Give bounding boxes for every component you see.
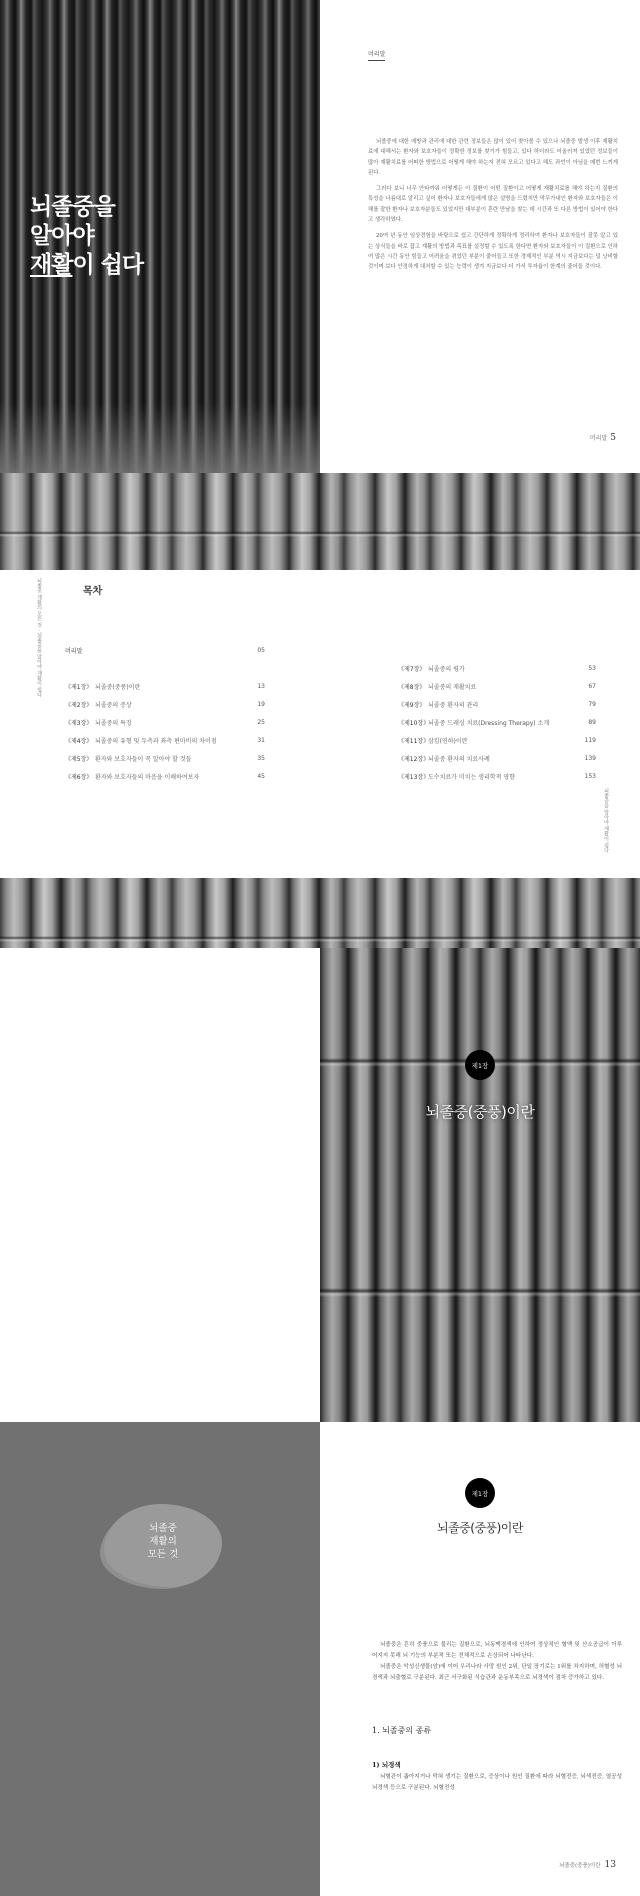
chapter-page [320, 1422, 640, 1896]
toc-row-page: 35 [257, 754, 265, 762]
toc-row-chapter: 《제12장》 [398, 755, 430, 763]
chapter-badge: 제1장 [465, 1050, 495, 1080]
toc-row[interactable] [398, 680, 596, 692]
toc-spine-left: 뇌졸중 재활의 모든 것 · 뇌졸중을 알아야 재활이 쉽다 [36, 578, 42, 698]
toc-row-page: 67 [588, 682, 596, 690]
toc-row-page: 139 [584, 754, 596, 762]
subsection-paragraph: 뇌혈관이 좁아지거나 막혀 생기는 질환으로, 증상이나 원인 질환에 따라 뇌혈전증, 뇌색전증, 열공성 뇌경색 등으로 구분된다. 뇌혈전성 [372, 1774, 622, 1791]
toc-row[interactable] [398, 716, 596, 728]
toc-row-page: 13 [257, 682, 265, 690]
cover-title-line3 [30, 251, 143, 280]
toc-row-chapter: 《제13장》 [398, 773, 430, 781]
chapter-paragraph: 뇌졸중은 흔히 중풍으로 불리는 질환으로, 뇌동맥경색에 인하여 정상적인 혈액 및 산소공급이 이루어지지 못해 뇌 기능의 부분적 또는 전체적으로 손상되어 나타난다. [372, 1642, 622, 1659]
toc-row-name: 뇌졸중의 특징 [95, 719, 132, 727]
toc-row-page: 79 [588, 700, 596, 708]
toc-row-page: 53 [588, 664, 596, 672]
toc-row[interactable] [398, 698, 596, 710]
toc-row-name: 뇌졸중의 평가 [428, 665, 465, 673]
toc-row-chapter: 《제10장》 [398, 719, 430, 727]
blob-line2: 재활의 [149, 1536, 177, 1547]
blob-line1: 뇌졸중 [149, 1523, 177, 1534]
brush-blob-text [104, 1522, 222, 1561]
toc-row-name: 환자와 보호자들의 마음을 이해하여보자 [95, 773, 200, 781]
toc-row[interactable] [65, 770, 265, 782]
chapter-opener-title: 뇌졸중(중풍)이란 [425, 1103, 535, 1121]
toc-spread [0, 570, 640, 878]
chapter-folio-label: 뇌졸중(중풍)이란 [559, 1863, 601, 1869]
toc-row-page: 89 [588, 718, 596, 726]
toc-row-page: 119 [584, 736, 596, 744]
toc-row-name: 뇌졸중의 증상 [95, 701, 132, 709]
toc-row-name: 뇌졸중 환자의 관리 [428, 701, 479, 709]
toc-row[interactable] [65, 680, 265, 692]
toc-row-chapter: 《제3장》 [65, 719, 93, 727]
toc-row-page: 31 [257, 736, 265, 744]
toc-row-page: 153 [584, 772, 596, 780]
toc-row-chapter: 《제9장》 [398, 701, 426, 709]
preface-body [368, 137, 618, 279]
toc-row-name: 뇌졸중 환자의 치료사례 [428, 755, 490, 763]
cover-title-line2: 알아야 [30, 223, 94, 249]
preface-tag: 머리말 [368, 49, 385, 61]
toc-row-name: 머리말 [65, 647, 83, 655]
cover-title-line3-rest: 이 쉽다 [72, 252, 144, 278]
section-heading: 1. 뇌졸중의 종류 [372, 1726, 432, 1735]
blob-line3: 모든 것 [147, 1549, 179, 1560]
preface-paragraph: 20여 년 동안 임상경험을 바탕으로 쉽고 간단하게 정확하게 정리하여 환자나 보호자들이 잘못 알고 있는 상식들을 바로 잡고 재활의 방법과 목표를 설정할 수 있도록 한다면 환자와 보호자들이 이 질환으로 인하여 많은 시간 동안 힘들고 어려움을 겪었던 부분이 줄어들고 또한 경제적인 부분 역시 지금보다는 덜 낭비할 것이며 보다 안정하게 대처할 수 있는 능력이 생겨 지금보다 더 가서 투자율이 한계의 줄어들 것이다. [368, 233, 618, 271]
toc-row[interactable] [398, 770, 596, 782]
chapter-opener-page [320, 948, 640, 1422]
subsection-heading: 1) 뇌경색 [372, 1761, 401, 1769]
preface-paragraph: 뇌졸중에 대한 예방과 관리에 대한 관련 정보들은 많이 있어 찾아볼 수 있으나 뇌졸중 발생 이후 재활치료에 대해서는 환자와 보호자들이 정확한 정보를 찾기가 힘들고, 있다 하더라도 어울러져 있었던 정보들이 많아 재활치료를 어떠한 방법으로 어떻게 해야 하는지 전혀 모르고 있다고 해도 과언이 아님을 매번 느끼게 된다. [368, 139, 618, 176]
toc-row-chapter: 《제4장》 [65, 737, 93, 745]
toc-row-page: 45 [257, 772, 265, 780]
chapter-title: 뇌졸중(중풍)이란 [436, 1521, 523, 1535]
toc-row-chapter: 《제8장》 [398, 683, 426, 691]
toc-row-page: 19 [257, 700, 265, 708]
toc-row-name: 뇌졸중 드레싱 치료(Dressing Therapy) 소개 [428, 719, 550, 727]
chapter-folio [559, 1860, 616, 1870]
cover-title [30, 193, 143, 280]
toc-row-preface[interactable] [65, 644, 265, 656]
toc-row-page: 05 [257, 646, 265, 654]
toc-title: 목차 [83, 586, 103, 597]
toc-row-name: 삼킴(연하)이란 [428, 737, 468, 745]
toc-row-name: 뇌졸중의 재활치료 [428, 683, 477, 691]
toc-row-chapter: 《제6장》 [65, 773, 93, 781]
toc-row[interactable] [65, 752, 265, 764]
toc-row-chapter: 《제11장》 [398, 737, 430, 745]
toc-row[interactable] [398, 734, 596, 746]
toc-row-chapter: 《제2장》 [65, 701, 93, 709]
grey-divider-page [0, 1422, 320, 1896]
toc-row-name: 뇌졸중(중풍)이란 [95, 683, 141, 691]
toc-row-name: 환자와 보호자들이 꼭 알아야 할 것들 [95, 755, 192, 763]
preface-folio-label: 머리말 [589, 435, 608, 442]
toc-row[interactable] [65, 734, 265, 746]
toc-row[interactable] [398, 662, 596, 674]
toc-spine-right: 뇌졸중을 알아야 재활이 쉽다 [603, 788, 609, 853]
chapter-badge: 제1장 [465, 1478, 495, 1508]
cover-bamboo-photo [0, 0, 320, 473]
blank-page [0, 948, 320, 1422]
chapter-folio-page: 13 [604, 1860, 616, 1870]
chapter-body [372, 1640, 622, 1684]
toc-row-name: 뇌졸중의 유형 및 두측과 좌측 편마비의 차이점 [95, 737, 217, 745]
toc-row-chapter: 《제5장》 [65, 755, 93, 763]
bamboo-strip-middle [0, 878, 640, 948]
cover-title-line3-underlined: 재활 [30, 252, 73, 278]
toc-row-name: 도수치료가 미치는 생리학적 영향 [428, 773, 515, 781]
preface-folio [590, 433, 616, 443]
bamboo-strip-top [0, 473, 640, 570]
cover-photo-ground [0, 403, 320, 473]
toc-row[interactable] [65, 716, 265, 728]
toc-row[interactable] [65, 698, 265, 710]
toc-row-chapter: 《제7장》 [398, 665, 426, 673]
chapter-paragraph: 뇌졸중은 악성신생물(암)에 이어 우리나라 사망 원인 2위, 단일 장기로는 1위를 차지하며, 허혈성 뇌경색과 뇌출혈로 구분된다. 최근 서구화된 식습관과 운동부족으로 뇌경색이 점차 증가하고 있다. [372, 1664, 622, 1681]
preface-page [320, 0, 640, 473]
preface-folio-page: 5 [610, 433, 616, 443]
toc-row[interactable] [398, 752, 596, 764]
preface-paragraph: 그러다 보니 너무 안타까워 어떻게든 이 질환이 어떤 질환이고 어떻게 재활치료를 해야 하는지 질환의 특성을 나름대로 알리고 싶어 환자나 보호자들에게 많은 설명을 드렸지만 막무가내인 환자와 보호자들은 이해를 잘한 환자나 보호자분들도 있었지만 대부분이 혼란 만남을 찾는 데 시간과 또 다른 방법이 있어야 한다고 생각하였다. [368, 186, 618, 224]
cover-title-line1: 뇌졸중을 [30, 194, 115, 220]
toc-row-page: 25 [257, 718, 265, 726]
toc-row-chapter: 《제1장》 [65, 683, 93, 691]
